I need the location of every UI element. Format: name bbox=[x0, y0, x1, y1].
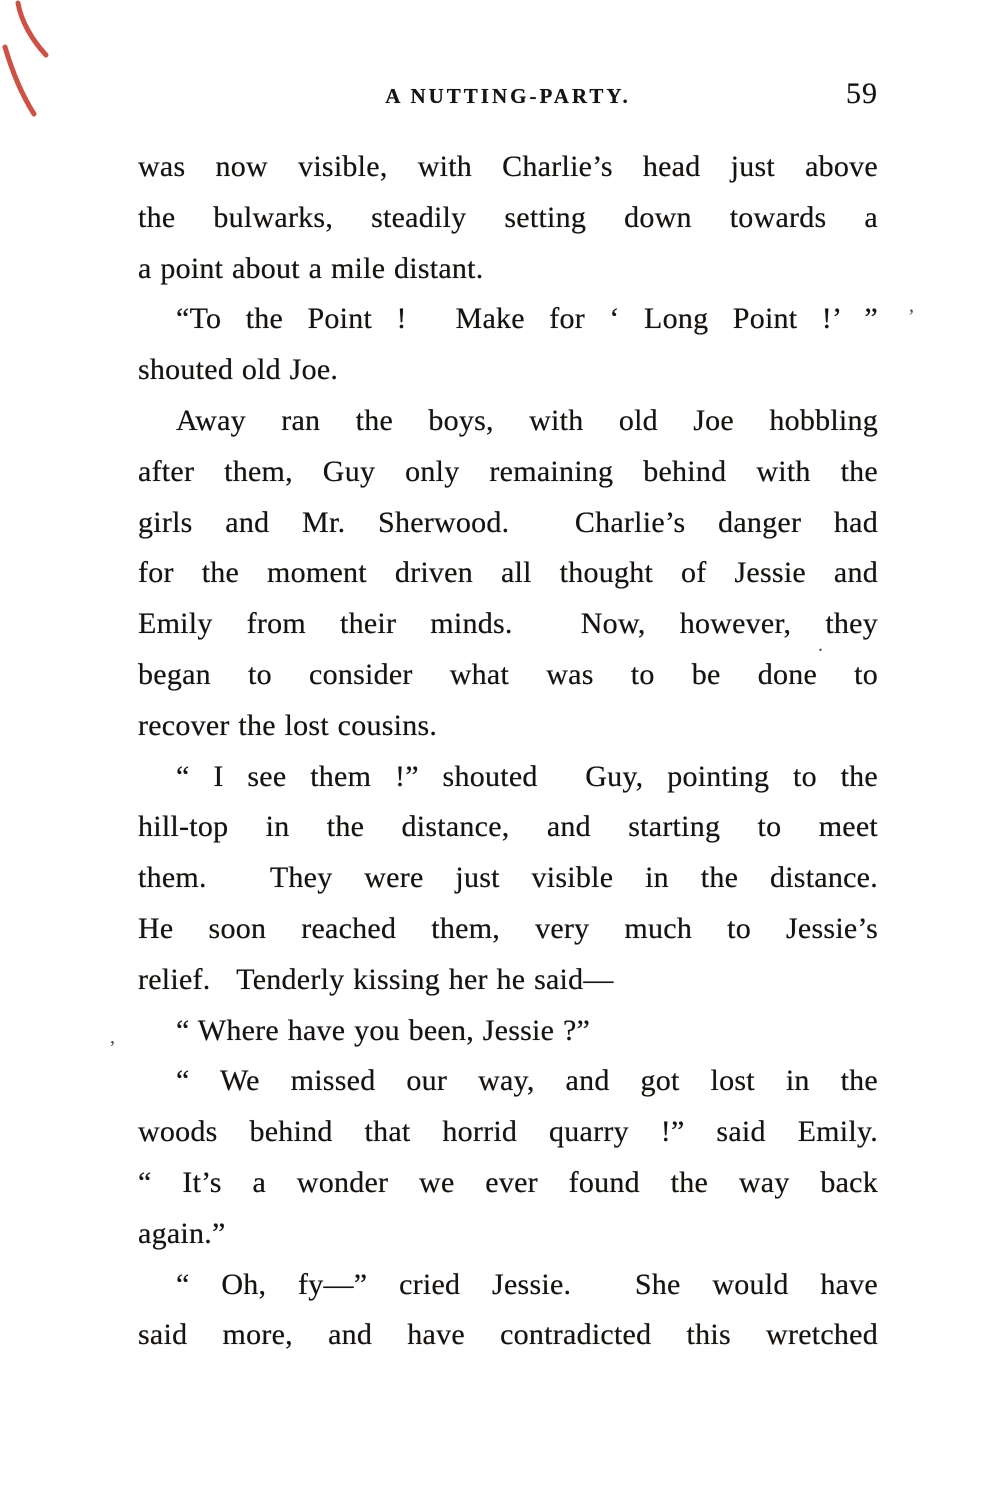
text-line: “ Where have you been, Jessie ?” bbox=[176, 1013, 591, 1047]
page-number: 59 bbox=[846, 77, 878, 110]
text-line: shouted old Joe. bbox=[138, 353, 339, 387]
red-pen-scribble bbox=[2, 0, 62, 122]
running-head: A NUTTING-PARTY. bbox=[385, 84, 631, 108]
page-header bbox=[138, 77, 878, 110]
text-line: was now visible, with Charlie’s head just above bbox=[138, 150, 878, 183]
text-line: them. They were just visible in the distance. bbox=[138, 861, 878, 895]
scan-speck: , bbox=[110, 1026, 115, 1048]
text-line: after them, Guy only remaining behind with the bbox=[138, 454, 878, 488]
text-line: again.” bbox=[138, 1216, 226, 1250]
text-line: hill-top in the distance, and starting to meet bbox=[138, 810, 878, 844]
text-line: relief. Tenderly kissing her he said— bbox=[138, 962, 614, 996]
scan-speck: . bbox=[818, 634, 823, 656]
text-line: “To the Point ! Make for ‘ Long Point !’ ” bbox=[176, 302, 878, 336]
text-line: a point about a mile distant. bbox=[138, 251, 484, 285]
text-line: began to consider what was to be done to bbox=[138, 657, 878, 691]
text-line: Emily from their minds. Now, however, they bbox=[138, 607, 878, 641]
text-line: said more, and have contradicted this wretched bbox=[138, 1318, 878, 1352]
text-line: Away ran the boys, with old Joe hobbling bbox=[176, 403, 878, 437]
text-line: girls and Mr. Sherwood. Charlie’s danger had bbox=[138, 505, 878, 539]
text-line: “ We missed our way, and got lost in the bbox=[176, 1064, 878, 1098]
text-line: “ Oh, fy—” cried Jessie. She would have bbox=[176, 1267, 878, 1301]
scan-speck: ʼ bbox=[908, 306, 915, 328]
text-line: He soon reached them, very much to Jessie’s bbox=[138, 911, 878, 945]
page-body bbox=[138, 142, 878, 1361]
text-line: woods behind that horrid quarry !” said Emily. bbox=[138, 1115, 878, 1149]
text-line: “ It’s a wonder we ever found the way back bbox=[138, 1165, 878, 1199]
text-line: the bulwarks, steadily setting down towards a bbox=[138, 200, 878, 234]
text-line: for the moment driven all thought of Jessie and bbox=[138, 556, 878, 590]
text-line: “ I see them !” shouted Guy, pointing to the bbox=[176, 759, 878, 793]
text-line: recover the lost cousins. bbox=[138, 708, 438, 742]
